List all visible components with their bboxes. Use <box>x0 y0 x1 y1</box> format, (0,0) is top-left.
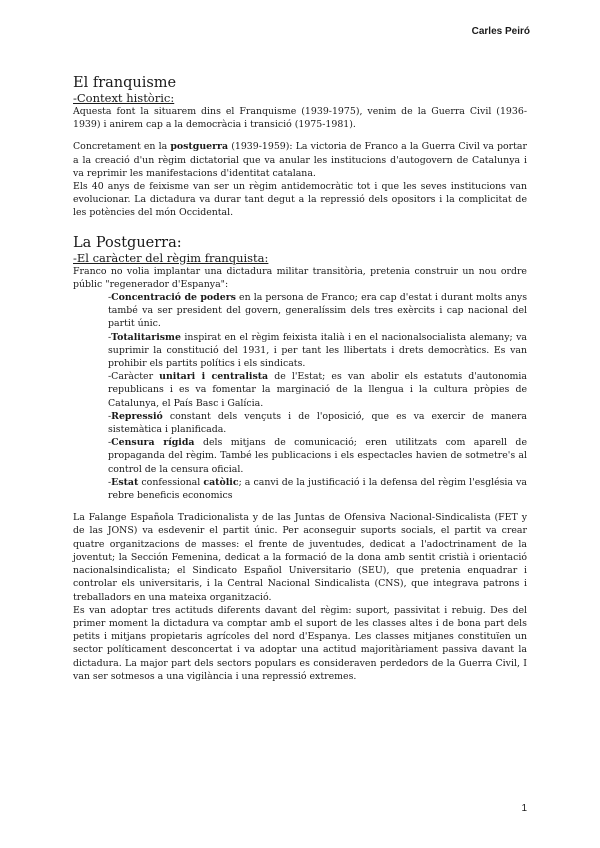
bold-postguerra: postguerra <box>170 141 229 153</box>
list-item: -Totalitarisme inspirat en el règim feixista italià i en el nacionalsocialista alemany; va suprimir la constitució del 1931, i per tant les llibertats i drets democràtics. Es van prohibir els partits polítics i els sindicats. <box>108 331 527 370</box>
paragraph-feixisme: Els 40 anys de feixisme van ser un règim antidemocràtic tot i que les seves institucions van evolucionar. La dictadura va durar tant degut a la repressió dels opositors i la complicitat de les potències del món Occidental. <box>73 181 527 219</box>
list-item: -Caràcter unitari i centralista de l'Estat; es van abolir els estatuts d'autonomia republicans i es va fomentar la marginació de la llengua i la cultura pròpies de Catalunya, el País Basc i Galícia. <box>108 371 528 409</box>
list-item: -Censura rígida dels mitjans de comunicació; eren utilitzats com aparell de propaganda del règim. També les publicacions i els espectacles havien de sotmetre's al control de la censura oficial. <box>108 437 527 475</box>
paragraph-context: Aquesta font la situarem dins el Franquisme (1939-1975), venim de la Guerra Civil (1936-1939) i anirem cap a la democràcia i transició (1975-1981). <box>73 106 527 131</box>
list-item: -Concentració de poders en la persona de Franco; era cap d'estat i durant molts anys també va ser president del govern, generalíssim dels tres exèrcits i cap nacional del partit únic. <box>108 292 528 330</box>
section-title-postguerra: La Postguerra: <box>73 234 182 251</box>
list-item: -Repressió constant dels vençuts i de l'oposició, que es va exercir de manera sistemàtica i planificada. <box>108 410 527 436</box>
page-number: 1 <box>521 803 527 814</box>
regime-features-list <box>73 291 527 502</box>
subtitle-caracter-regim: -El caràcter del règim franquista: <box>73 250 269 265</box>
list-item: -Estat confessional catòlic; a canvi de la justificació i la defensa del règim l'església va rebre beneficis economics <box>108 476 527 502</box>
paragraph-falange: La Falange Española Tradicionalista y de las Juntas de Ofensiva Nacional-Sindicalista (FET y de las JONS) va esdevenir el partit únic. Per aconseguir suports socials, el partit va crear quatre organitzacions de masses: el frente de juventudes, dedicat a l'adoctrinament de la joventut; la Sección Femenina, dedicat a la formació de la dona amb sentit cristià i orientació nacionalsindicalista; el Sindicato Español Universitario (SEU), que pretenia enquadrar i controlar els universitaris, i la Central Nacional Sindicalista (CNS), que integrava patrons i treballadors en una mateixa organització. <box>73 512 527 603</box>
paragraph-actituds: Es van adoptar tres actituds diferents davant del règim: suport, passivitat i rebuig. Des del primer moment la dictadura va comptar amb el suport de les classes altes i de bona part dels petits i mitjans propietaris agrícoles del nord d'Espanya. Les classes mitjanes constituïen un sector políticament desconcertat i va adoptar una actitud majoritàriament passiva davant la dictadura. La major part dels sectors populars es consideraven perdedors de la Guerra Civil, I van ser sotmesos a una vigilància i una repressió extremes. <box>73 604 527 682</box>
author-name: Carles Peiró <box>471 26 530 37</box>
paragraph-postguerra: Concretament en la postguerra (1939-1959): La victoria de Franco a la Guerra Civil va portar a la creació d'un règim dictatorial que va anular les institucions d'autogovern de Catalunya i va reprimir les manifestacions d'identitat catalana. <box>73 141 527 179</box>
section-title-franquisme: El franquisme <box>73 75 177 91</box>
paragraph-intro: Franco no volia implantar una dictadura militar transitòria, pretenia construir un nou ordre públic "regenerador d'Espanya": <box>73 265 527 290</box>
subtitle-context-historic: -Context històric: <box>73 91 175 105</box>
document-body <box>73 74 527 683</box>
